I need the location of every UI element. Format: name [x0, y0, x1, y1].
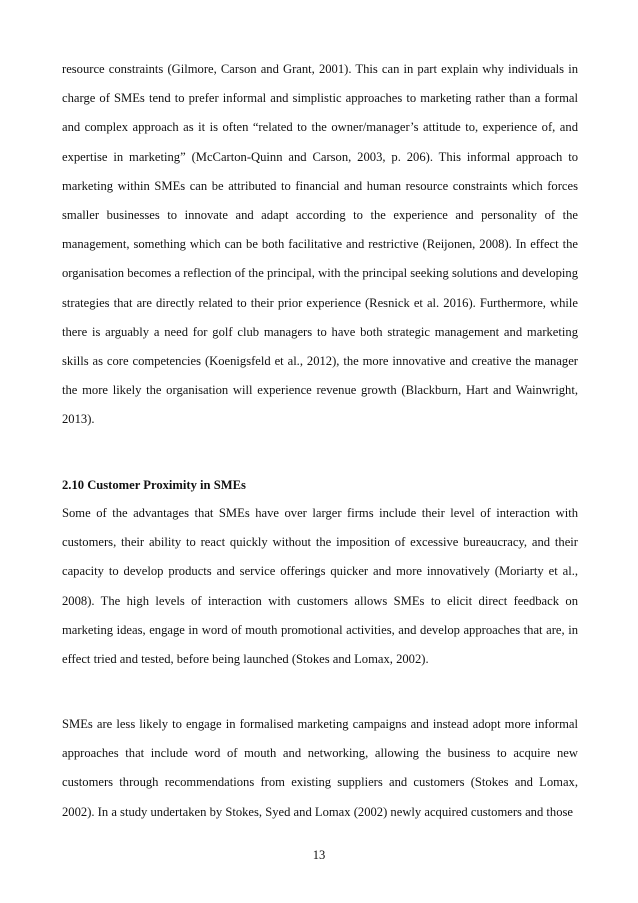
body-paragraph: resource constraints (Gilmore, Carson and Grant, 2001). This can in part explain why individuals in charge of SMEs tend to prefer informal and simplistic approaches to marketing rather than a formal and complex approach as it is often “related to the owner/manager’s attitude to, experience of, and expertise in marketing” (McCarton-Quinn and Carson, 2003, p. 206). This informal approach to marketing within SMEs can be attributed to financial and human resource constraints which forces smaller businesses to innovate and adapt according to the experience and personality of the management, something which can be both facilitative and restrictive (Reijonen, 2008). In effect the organisation becomes a reflection of the principal, with the principal seeking solutions and developing strategies that are directly related to their prior experience (Resnick et al. 2016). Furthermore, while there is arguably a need for golf club managers to have both strategic management and marketing skills as core competencies (Koenigsfeld et al., 2012), the more innovative and creative the manager the more likely the organisation will experience revenue growth (Blackburn, Hart and Wainwright, 2013).	[62, 62, 578, 427]
body-paragraph: Some of the advantages that SMEs have over larger firms include their level of interaction with customers, their ability to react quickly without the imposition of excessive bureaucracy, and their capacity to develop products and service offerings quicker and more innovatively (Moriarty et al., 2008). The high levels of interaction with customers allows SMEs to elicit direct feedback on marketing ideas, engage in word of mouth promotional activities, and develop approaches that are, in effect tried and tested, before being launched (Stokes and Lomax, 2002).	[62, 506, 578, 667]
body-paragraph: SMEs are less likely to engage in formalised marketing campaigns and instead adopt more informal approaches that include word of mouth and networking, allowing the business to acquire new customers through recommendations from existing suppliers and customers (Stokes and Lomax, 2002). In a study undertaken by Stokes, Syed and Lomax (2002) newly acquired customers and those	[62, 717, 578, 819]
page-number: 13	[312, 848, 326, 862]
section-heading: 2.10 Customer Proximity in SMEs	[62, 478, 246, 492]
